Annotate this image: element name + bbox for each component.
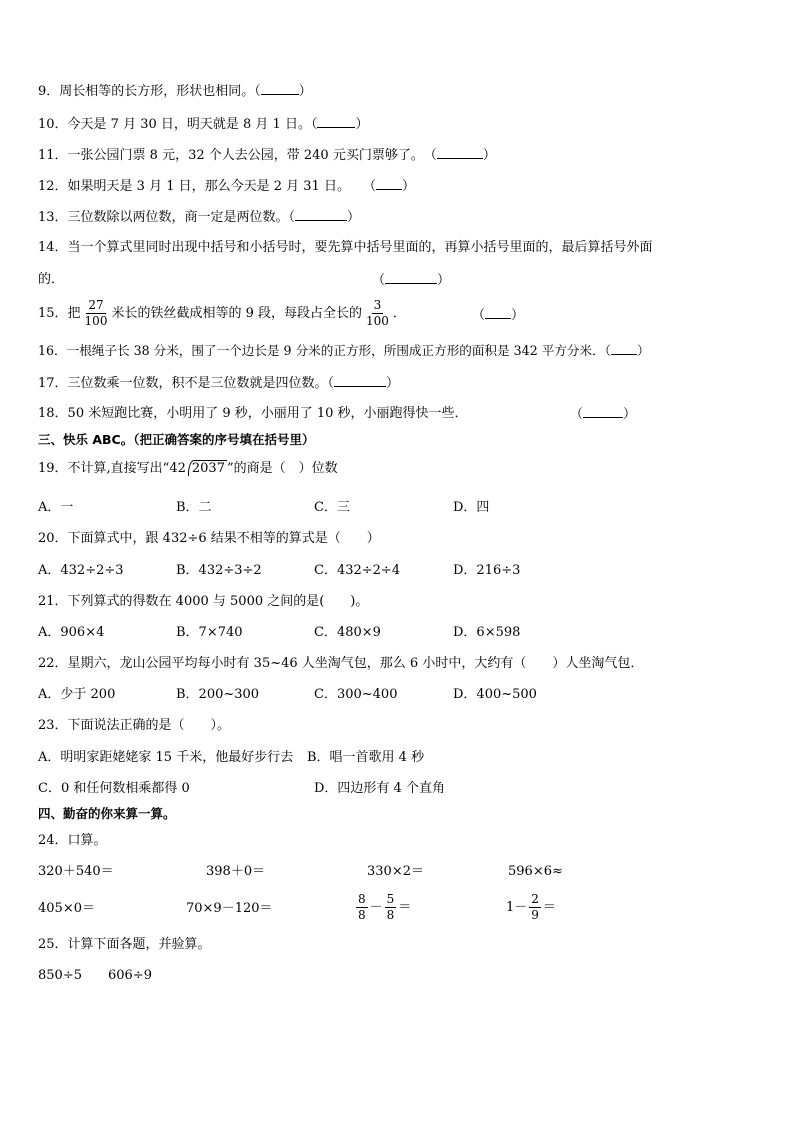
answer-blank[interactable] [385,272,437,284]
option-b[interactable]: B．432÷3÷2 [176,563,262,578]
oral-calc-item: 320＋540＝ [38,864,114,879]
option-c[interactable]: C．432÷2÷4 [314,563,401,578]
answer-blank[interactable] [611,343,637,355]
answer-blank[interactable] [485,307,511,319]
option-b[interactable]: B．二 [176,500,212,515]
option-a[interactable]: A．432÷2÷3 [38,563,124,578]
question-12: 12．如果明天是 3 月 1 日，那么今天是 2 月 31 日。 （ ） [38,179,415,194]
question-18: 18．50 米短跑比赛，小明用了 9 秒，小丽用了 10 秒，小丽跑得快一些． [38,406,468,421]
answer-blank[interactable] [437,147,483,159]
answer-blank[interactable] [334,375,386,387]
long-division-symbol: 2037 [188,460,227,476]
question-16: 16．一根绳子长 38 分米，围了一个边长是 9 分米的正方形，所围成正方形的面积是 342 平方分米．（ ） [38,343,650,358]
calc-item: 606÷9 [108,968,152,983]
option-c[interactable]: C．三 [314,500,350,515]
question-15: 15．把 $\frac{27}{100}$ 米长的铁丝截成相等的 9 段，每段占全长的 $\frac{3}{100}$ ． [38,298,406,328]
calc-item: 850÷5 [38,968,82,983]
option-b[interactable]: B．200~300 [176,687,260,702]
question-text: 11．一张公园门票 8 元，32 个人去公园，带 240 元买门票够了。 （ [38,148,437,163]
answer-blank[interactable] [295,209,347,221]
answer-blank[interactable] [261,83,299,95]
question-10: 10．今天是 7 月 30 日，明天就是 8 月 1 日。（ ） [38,117,369,132]
question-11: 11．一张公园门票 8 元，32 个人去公园，带 240 元买门票够了。 （ ） [38,148,496,163]
question-17: 17．三位数乘一位数，积不是三位数就是四位数。（ ） [38,376,400,391]
option-c[interactable]: C．480×9 [314,625,381,640]
section-4-title: 四、勤奋的你来算一算。 [38,806,176,821]
option-d[interactable]: D．6×598 [453,625,521,640]
fraction: $\frac{8}{8}$ [358,892,366,922]
option-a[interactable]: A．一 [38,500,74,515]
option-c[interactable]: C．0 和任何数相乘都得 0 [38,781,190,796]
question-21: 21．下列算式的得数在 4000 与 5000 之间的是( )。 [38,594,369,609]
fraction: $\frac{3}{100}$ [366,298,389,328]
oral-calc-fraction-item: 1－ $\frac{2}{9}$ ＝ [506,892,556,922]
question-text: 16．一根绳子长 38 分米，围了一个边长是 9 分米的正方形，所围成正方形的面积是 342 平方分米．（ [38,343,611,358]
answer-blank[interactable] [583,406,623,418]
question-25-title: 25．计算下面各题，并验算。 [38,937,211,952]
question-22: 22．星期六，龙山公园平均每小时有 35~46 人坐淘气包，那么 6 小时中，大约有（ ）人坐淘气包． [38,656,644,671]
fraction: $\frac{27}{100}$ [84,298,108,328]
option-d[interactable]: D．400~500 [453,687,537,702]
option-a[interactable]: A．明明家距姥姥家 15 千米，他最好步行去 [38,750,294,765]
question-text: 17．三位数乘一位数，积不是三位数就是四位数。（ [38,376,335,391]
question-20: 20．下面算式中，跟 432÷6 结果不相等的算式是（ ） [38,531,380,546]
question-text: 12．如果明天是 3 月 1 日，那么今天是 2 月 31 日。 （ [38,179,376,194]
option-d[interactable]: D．四 [453,500,490,515]
question-9: 9．周长相等的长方形，形状也相同。（ ） [38,84,312,99]
question-13: 13．三位数除以两位数，商一定是两位数。（ ） [38,210,361,225]
section-3-title: 三、快乐 ABC。（把正确答案的序号填在括号里） [38,432,315,447]
question-14-line1: 14．当一个算式里同时出现中括号和小括号时，要先算中括号里面的，再算小括号里面的，最后算括号外面 [38,240,653,255]
question-14-answer: （ ） [372,273,451,288]
question-18-answer: （ ） [570,407,637,422]
option-d[interactable]: D．216÷3 [453,563,521,578]
question-14-line2: 的． [38,272,65,287]
option-a[interactable]: A．906×4 [38,625,105,640]
option-c[interactable]: C．300~400 [314,687,398,702]
fraction: $\frac{5}{8}$ [386,892,395,922]
question-text: 9．周长相等的长方形，形状也相同。（ [38,84,261,99]
question-15-answer: （ ） [472,308,525,323]
answer-blank[interactable] [317,116,355,128]
fraction: $\frac{2}{9}$ [531,892,539,922]
option-b[interactable]: B．7×740 [176,625,243,640]
option-b[interactable]: B．唱一首歌用 4 秒 [307,750,425,765]
question-23: 23．下面说法正确的是（ ）。 [38,718,231,733]
oral-calc-item: 70×9－120＝ [186,901,273,916]
oral-calc-item: 398＋0＝ [206,864,266,879]
question-24-title: 24．口算。 [38,833,107,848]
option-d[interactable]: D．四边形有 4 个直角 [314,781,445,796]
question-text: 13．三位数除以两位数，商一定是两位数。（ [38,210,296,225]
oral-calc-item: 330×2＝ [367,864,424,879]
oral-calc-fraction-item: $\frac{8}{8}$ － $\frac{5}{8}$ ＝ [358,892,412,922]
question-19: 19．不计算,直接写出“42 2037 ”的商是（ ）位数 [38,461,338,476]
oral-calc-item: 405×0＝ [38,901,95,916]
option-a[interactable]: A．少于 200 [38,687,116,702]
question-text: 10．今天是 7 月 30 日，明天就是 8 月 1 日。（ [38,117,318,132]
answer-blank[interactable] [376,178,402,190]
oral-calc-item: 596×6≈ [508,864,563,879]
